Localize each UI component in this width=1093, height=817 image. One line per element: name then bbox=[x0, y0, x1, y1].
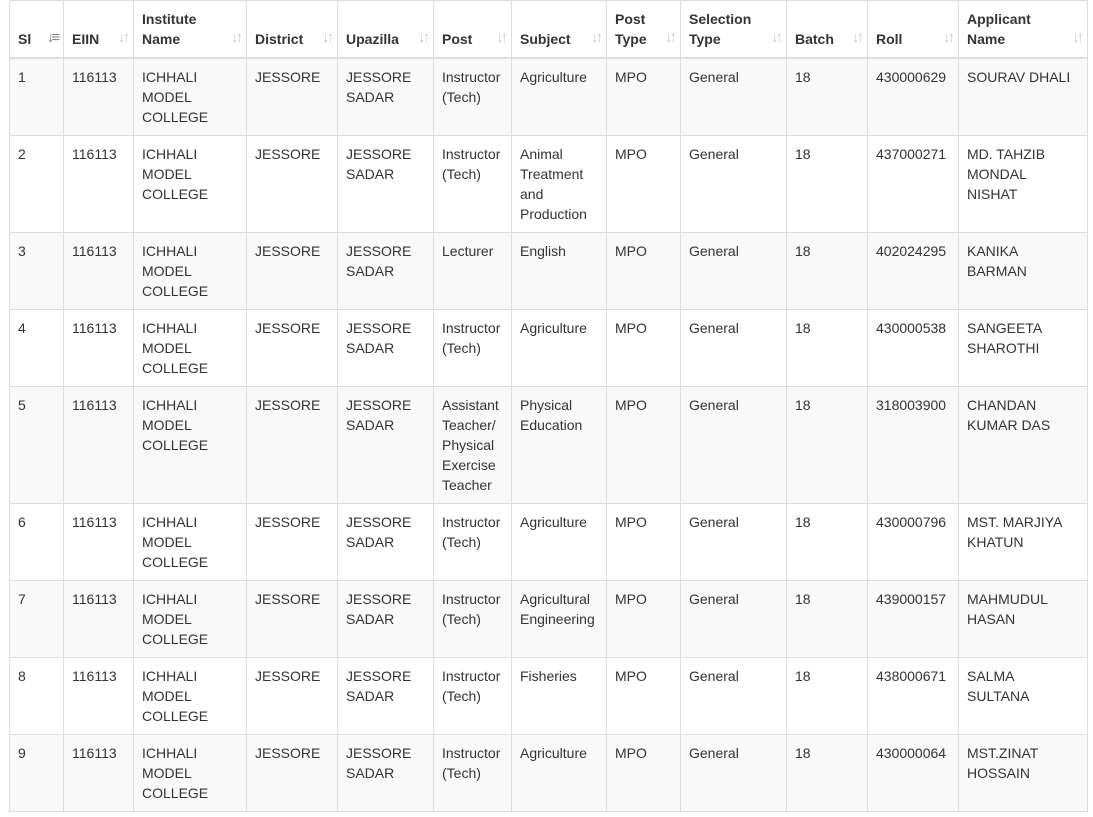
sort-both-icon[interactable]: ↓↑ bbox=[231, 29, 240, 46]
table-row bbox=[10, 735, 1088, 812]
cell-institute-name: ICHHALI MODEL COLLEGE bbox=[134, 58, 247, 136]
cell-district: JESSORE bbox=[247, 658, 338, 735]
cell-selection-type: General bbox=[681, 310, 787, 387]
column-header-post-type[interactable] bbox=[607, 1, 681, 59]
cell-upazilla: JESSORE SADAR bbox=[338, 310, 434, 387]
table-row bbox=[10, 387, 1088, 504]
sort-both-icon[interactable]: ↓↑ bbox=[118, 29, 127, 46]
cell-district: JESSORE bbox=[247, 310, 338, 387]
cell-applicant-name: SOURAV DHALI bbox=[959, 58, 1088, 136]
cell-selection-type: General bbox=[681, 233, 787, 310]
cell-batch: 18 bbox=[787, 136, 868, 233]
column-header-label: Post Type bbox=[615, 11, 647, 47]
cell-upazilla: JESSORE SADAR bbox=[338, 504, 434, 581]
cell-subject: Agriculture bbox=[512, 310, 607, 387]
column-header-label: District bbox=[255, 31, 304, 47]
cell-sl: 5 bbox=[10, 387, 64, 504]
cell-subject: Animal Treatment and Production bbox=[512, 136, 607, 233]
results-table-container bbox=[9, 0, 1088, 812]
cell-eiin: 116113 bbox=[64, 658, 134, 735]
cell-selection-type: General bbox=[681, 504, 787, 581]
sort-both-icon[interactable]: ↓↑ bbox=[322, 29, 331, 46]
cell-district: JESSORE bbox=[247, 581, 338, 658]
cell-post-type: MPO bbox=[607, 310, 681, 387]
column-header-district[interactable] bbox=[247, 1, 338, 59]
cell-selection-type: General bbox=[681, 581, 787, 658]
column-header-label: Batch bbox=[795, 31, 834, 47]
cell-batch: 18 bbox=[787, 581, 868, 658]
column-header-label: EIIN bbox=[72, 31, 100, 47]
cell-subject: Agriculture bbox=[512, 504, 607, 581]
cell-roll: 402024295 bbox=[868, 233, 959, 310]
cell-subject: Agriculture bbox=[512, 735, 607, 812]
cell-subject: Agriculture bbox=[512, 58, 607, 136]
cell-eiin: 116113 bbox=[64, 58, 134, 136]
cell-applicant-name: CHANDAN KUMAR DAS bbox=[959, 387, 1088, 504]
cell-upazilla: JESSORE SADAR bbox=[338, 735, 434, 812]
column-header-selection-type[interactable] bbox=[681, 1, 787, 59]
column-header-upazilla[interactable] bbox=[338, 1, 434, 59]
column-header-batch[interactable] bbox=[787, 1, 868, 59]
cell-post: Instructor (Tech) bbox=[434, 504, 512, 581]
cell-upazilla: JESSORE SADAR bbox=[338, 233, 434, 310]
column-header-label: Upazilla bbox=[346, 31, 399, 47]
cell-sl: 9 bbox=[10, 735, 64, 812]
cell-sl: 6 bbox=[10, 504, 64, 581]
cell-upazilla: JESSORE SADAR bbox=[338, 58, 434, 136]
cell-institute-name: ICHHALI MODEL COLLEGE bbox=[134, 387, 247, 504]
column-header-label: Sl bbox=[18, 31, 32, 47]
column-header-subject[interactable] bbox=[512, 1, 607, 59]
cell-upazilla: JESSORE SADAR bbox=[338, 581, 434, 658]
cell-institute-name: ICHHALI MODEL COLLEGE bbox=[134, 735, 247, 812]
cell-eiin: 116113 bbox=[64, 233, 134, 310]
cell-institute-name: ICHHALI MODEL COLLEGE bbox=[134, 504, 247, 581]
cell-roll: 438000671 bbox=[868, 658, 959, 735]
cell-selection-type: General bbox=[681, 58, 787, 136]
column-header-label: Institute Name bbox=[142, 11, 197, 47]
column-header-label: Selection Type bbox=[689, 11, 752, 47]
cell-institute-name: ICHHALI MODEL COLLEGE bbox=[134, 233, 247, 310]
cell-subject: English bbox=[512, 233, 607, 310]
cell-batch: 18 bbox=[787, 658, 868, 735]
cell-eiin: 116113 bbox=[64, 581, 134, 658]
cell-post: Instructor (Tech) bbox=[434, 658, 512, 735]
cell-subject: Agricultural Engineering bbox=[512, 581, 607, 658]
cell-eiin: 116113 bbox=[64, 310, 134, 387]
cell-applicant-name: SALMA SULTANA bbox=[959, 658, 1088, 735]
cell-post-type: MPO bbox=[607, 735, 681, 812]
cell-selection-type: General bbox=[681, 136, 787, 233]
cell-applicant-name: MD. TAHZIB MONDAL NISHAT bbox=[959, 136, 1088, 233]
cell-sl: 7 bbox=[10, 581, 64, 658]
column-header-applicant-name[interactable] bbox=[959, 1, 1088, 59]
table-row bbox=[10, 581, 1088, 658]
column-header-roll[interactable] bbox=[868, 1, 959, 59]
cell-post-type: MPO bbox=[607, 387, 681, 504]
cell-subject: Physical Education bbox=[512, 387, 607, 504]
cell-batch: 18 bbox=[787, 310, 868, 387]
table-row bbox=[10, 136, 1088, 233]
cell-applicant-name: MST.ZINAT HOSSAIN bbox=[959, 735, 1088, 812]
results-table bbox=[9, 0, 1088, 812]
cell-post-type: MPO bbox=[607, 58, 681, 136]
cell-applicant-name: KANIKA BARMAN bbox=[959, 233, 1088, 310]
cell-post: Assistant Teacher/ Physical Exercise Teacher bbox=[434, 387, 512, 504]
cell-applicant-name: MST. MARJIYA KHATUN bbox=[959, 504, 1088, 581]
sort-both-icon[interactable]: ↓↑ bbox=[943, 29, 952, 46]
cell-post: Instructor (Tech) bbox=[434, 581, 512, 658]
cell-district: JESSORE bbox=[247, 233, 338, 310]
sort-both-icon[interactable]: ↓↑ bbox=[418, 29, 427, 46]
cell-institute-name: ICHHALI MODEL COLLEGE bbox=[134, 136, 247, 233]
cell-upazilla: JESSORE SADAR bbox=[338, 387, 434, 504]
table-row bbox=[10, 233, 1088, 310]
cell-roll: 430000538 bbox=[868, 310, 959, 387]
cell-district: JESSORE bbox=[247, 136, 338, 233]
cell-eiin: 116113 bbox=[64, 735, 134, 812]
cell-eiin: 116113 bbox=[64, 136, 134, 233]
cell-sl: 3 bbox=[10, 233, 64, 310]
cell-district: JESSORE bbox=[247, 387, 338, 504]
cell-post-type: MPO bbox=[607, 658, 681, 735]
cell-post-type: MPO bbox=[607, 581, 681, 658]
cell-sl: 4 bbox=[10, 310, 64, 387]
cell-district: JESSORE bbox=[247, 735, 338, 812]
column-header-label: Roll bbox=[876, 31, 903, 47]
cell-subject: Fisheries bbox=[512, 658, 607, 735]
cell-sl: 2 bbox=[10, 136, 64, 233]
cell-roll: 439000157 bbox=[868, 581, 959, 658]
cell-roll: 430000064 bbox=[868, 735, 959, 812]
cell-applicant-name: MAHMUDUL HASAN bbox=[959, 581, 1088, 658]
sort-both-icon[interactable]: ↓↑ bbox=[496, 29, 505, 46]
column-header-eiin[interactable] bbox=[64, 1, 134, 59]
cell-eiin: 116113 bbox=[64, 504, 134, 581]
cell-batch: 18 bbox=[787, 387, 868, 504]
column-header-institute-name[interactable] bbox=[134, 1, 247, 59]
cell-post-type: MPO bbox=[607, 136, 681, 233]
cell-batch: 18 bbox=[787, 504, 868, 581]
cell-selection-type: General bbox=[681, 658, 787, 735]
cell-institute-name: ICHHALI MODEL COLLEGE bbox=[134, 310, 247, 387]
cell-institute-name: ICHHALI MODEL COLLEGE bbox=[134, 658, 247, 735]
cell-roll: 437000271 bbox=[868, 136, 959, 233]
sort-both-icon[interactable]: ↓↑ bbox=[852, 29, 861, 46]
table-row bbox=[10, 58, 1088, 136]
cell-batch: 18 bbox=[787, 233, 868, 310]
cell-post: Instructor (Tech) bbox=[434, 58, 512, 136]
cell-institute-name: ICHHALI MODEL COLLEGE bbox=[134, 581, 247, 658]
column-header-post[interactable] bbox=[434, 1, 512, 59]
sort-both-icon[interactable]: ↓↑ bbox=[665, 29, 674, 46]
cell-post-type: MPO bbox=[607, 233, 681, 310]
cell-applicant-name: SANGEETA SHAROTHI bbox=[959, 310, 1088, 387]
cell-post: Instructor (Tech) bbox=[434, 735, 512, 812]
column-header-label: Post bbox=[442, 31, 473, 47]
cell-roll: 430000796 bbox=[868, 504, 959, 581]
cell-eiin: 116113 bbox=[64, 387, 134, 504]
cell-district: JESSORE bbox=[247, 504, 338, 581]
cell-post-type: MPO bbox=[607, 504, 681, 581]
table-row bbox=[10, 310, 1088, 387]
cell-upazilla: JESSORE SADAR bbox=[338, 658, 434, 735]
sort-both-icon[interactable]: ↓↑ bbox=[591, 29, 600, 46]
cell-upazilla: JESSORE SADAR bbox=[338, 136, 434, 233]
sort-both-icon[interactable]: ↓↑ bbox=[771, 29, 780, 46]
column-header-sl[interactable] bbox=[10, 1, 64, 59]
column-header-label: Subject bbox=[520, 31, 571, 47]
cell-roll: 430000629 bbox=[868, 58, 959, 136]
cell-batch: 18 bbox=[787, 735, 868, 812]
cell-batch: 18 bbox=[787, 58, 868, 136]
table-header bbox=[10, 1, 1088, 59]
sort-both-icon[interactable]: ↓↑ bbox=[1072, 29, 1081, 46]
table-row bbox=[10, 504, 1088, 581]
sort-ascending-icon[interactable]: ↓≡ bbox=[46, 29, 57, 46]
cell-selection-type: General bbox=[681, 387, 787, 504]
cell-post: Lecturer bbox=[434, 233, 512, 310]
cell-district: JESSORE bbox=[247, 58, 338, 136]
cell-sl: 1 bbox=[10, 58, 64, 136]
cell-post: Instructor (Tech) bbox=[434, 310, 512, 387]
table-row bbox=[10, 658, 1088, 735]
cell-selection-type: General bbox=[681, 735, 787, 812]
cell-roll: 318003900 bbox=[868, 387, 959, 504]
column-header-label: Applicant Name bbox=[967, 11, 1031, 47]
cell-post: Instructor (Tech) bbox=[434, 136, 512, 233]
header-row bbox=[10, 1, 1088, 59]
table-body bbox=[10, 58, 1088, 812]
cell-sl: 8 bbox=[10, 658, 64, 735]
